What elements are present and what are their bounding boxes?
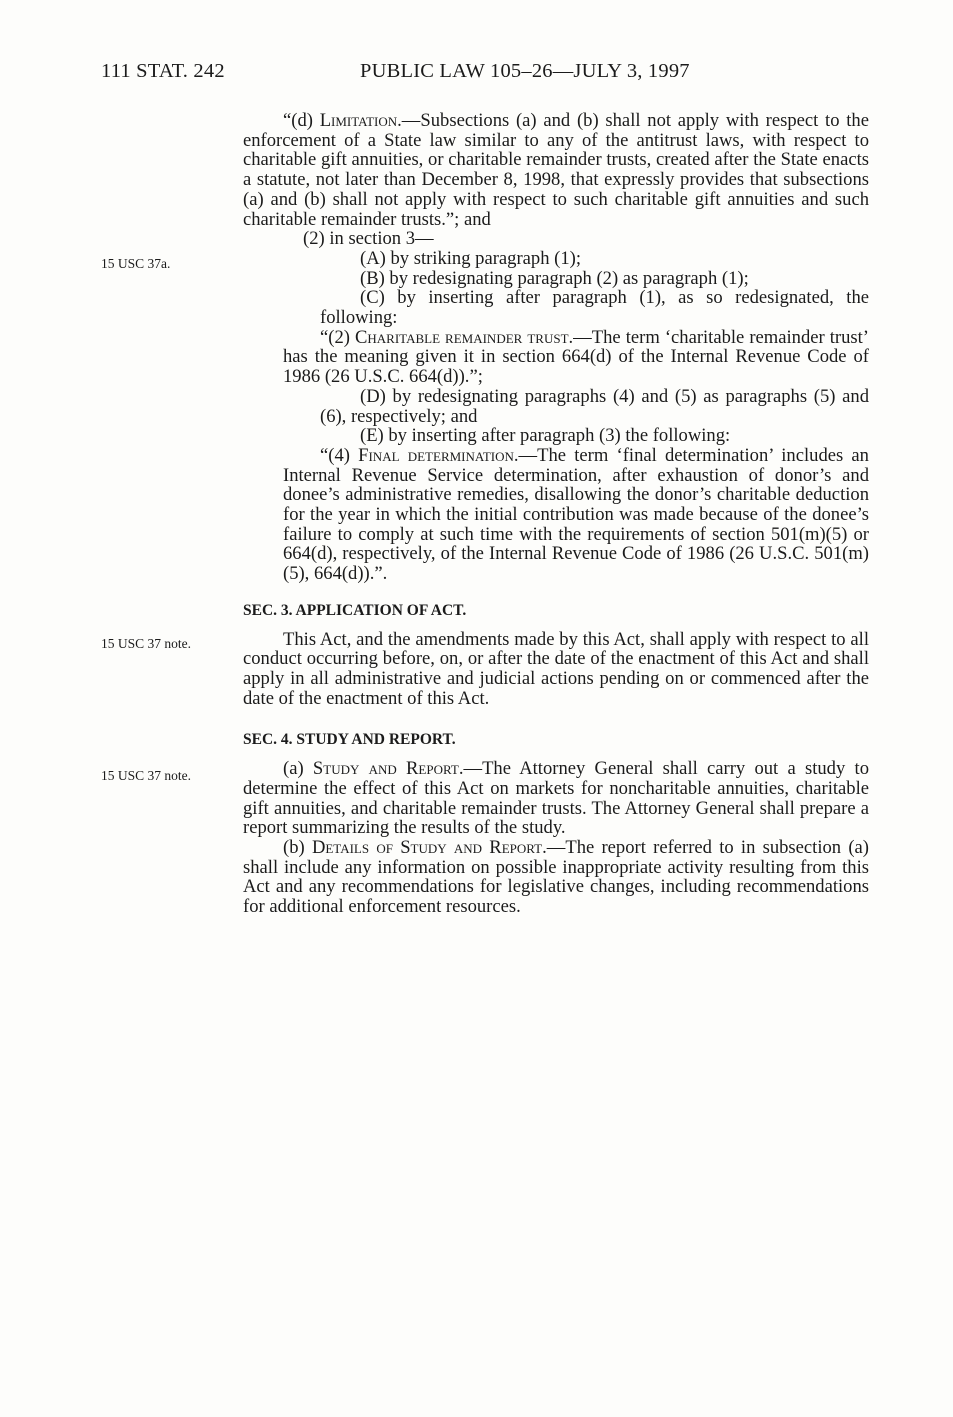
page-number: 111 STAT. 242	[101, 60, 225, 82]
subsection-a: (a) Study and Report.—The Attorney General shall carry out a study to determine the effect of this Act on markets for noncharitable annuities, charitable gift annuities, and charitable remainder trusts. The Attorney General shall prepare a report summarizing the results of the study.	[243, 758, 869, 839]
quoted-charitable-remainder-trust: “(2) Charitable remainder trust.—The term ‘charitable remainder trust’ has the meaning given it in section 664(d) of the Internal Revenue Code of 1986 (26 U.S.C. 664(d)).”;	[283, 326, 870, 388]
limitation-heading: Limitation	[319, 110, 398, 131]
paragraph-d: (D) by redesignating paragraphs (4) and (5) as paragraphs (5) and (6), respectively; and	[320, 385, 869, 427]
running-header: PUBLIC LAW 105–26—JULY 3, 1997	[360, 60, 690, 82]
study-report-heading: Study and Report	[312, 758, 459, 780]
paragraph-e: (E) by inserting after paragraph (3) the following:	[360, 425, 731, 447]
document-body	[243, 111, 869, 917]
margin-note-usc-37a: 15 USC 37a.	[101, 256, 171, 271]
section-3-heading: SEC. 3. APPLICATION OF ACT.	[243, 601, 467, 619]
fd-heading: Final determination	[358, 444, 514, 466]
paragraph-limitation: “(d) Limitation.—Subsections (a) and (b) shall not apply with respect to the enforcement of a State law similar to any of the antitrust laws, with respect to charitable gift annuities, or charitable remainder trusts, created after the State enacts a statute, not later than December 8, 1998, that expressly provides that subsections (a) and (b) shall not apply with respect to such charitable gift annuities and such charitable remainder trusts.”; and	[243, 110, 869, 230]
section-4-heading: SEC. 4. STUDY AND REPORT.	[243, 731, 456, 749]
subsection-b: (b) Details of Study and Report.—The report referred to in subsection (a) shall include any information on possible inappropriate activity resulting from this Act and any recommendations for legislative changes, including recommendations for additional enforcement resources.	[243, 836, 869, 918]
margin-note-sec4: 15 USC 37 note.	[101, 768, 192, 783]
paragraph-section-3: (2) in section 3—	[303, 228, 434, 250]
paragraph-c: (C) by inserting after paragraph (1), as so redesignated, the following:	[320, 287, 869, 329]
margin-note-sec3: 15 USC 37 note.	[101, 636, 192, 651]
section-3-text: This Act, and the amendments made by this Act, shall apply with respect to all conduct occurring before, on, or after the date of the enactment of this Act and shall apply in all administrative and judicial actions pending on or commenced after the date of the enactment of this Act.	[243, 628, 869, 709]
quoted-final-determination: “(4) Final determination.—The term ‘final determination’ includes an Internal Revenue Service determination, after exhaustion of donor’s and donee’s administrative remedies, disallowing the donor’s charitable deduction for the year in which the initial contribution was made because of the donee’s failure to comply at such time with the requirements of section 501(m)(5) or 664(d), respectively, of the Internal Revenue Code of 1986 (26 U.S.C. 501(m)(5), 664(d)).”.	[283, 444, 869, 585]
details-heading: Details of Study and Report	[311, 836, 543, 858]
crt-heading: Charitable remainder trust	[354, 326, 569, 348]
paragraph-a: (A) by striking paragraph (1);	[360, 247, 581, 269]
paragraph-b: (B) by redesignating paragraph (2) as paragraph (1);	[360, 267, 749, 289]
